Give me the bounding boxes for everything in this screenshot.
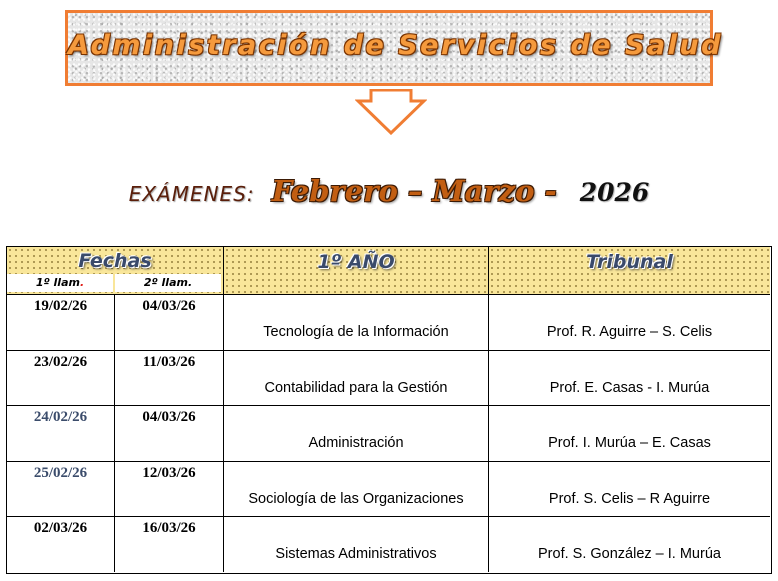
header-fechas (7, 247, 224, 295)
table-row (7, 294, 770, 350)
title-banner (65, 10, 723, 86)
tribunal: Prof. S. Celis – R Aguirre (548, 491, 711, 507)
fecha-primer-llamado: 02/03/26 (33, 520, 88, 536)
fecha-primer-llamado: 19/02/26 (33, 298, 88, 314)
tribunal: Prof. R. Aguirre – S. Celis (546, 324, 713, 340)
fecha-segundo-llamado: 12/03/26 (142, 465, 196, 481)
header-tribunal (489, 247, 770, 295)
table-row (7, 516, 770, 572)
fecha-segundo-llamado: 16/03/26 (142, 520, 196, 536)
exam-months: Febrero – Marzo - (271, 174, 557, 208)
header-primer-llamado: 1º llam. (7, 274, 113, 292)
fecha-primer-llamado: 23/02/26 (33, 354, 88, 370)
materia: Administración (308, 435, 404, 451)
exam-heading (0, 174, 778, 208)
exam-label: EXÁMENES: (128, 182, 255, 206)
fecha-segundo-llamado: 04/03/26 (142, 298, 196, 314)
tribunal: Prof. E. Casas - I. Murúa (549, 380, 710, 396)
header-fechas-label: Fechas (78, 250, 152, 272)
materia: Tecnología de la Información (263, 324, 449, 340)
header-anio (224, 247, 489, 295)
materia: Contabilidad para la Gestión (264, 380, 448, 396)
table-row (7, 461, 770, 517)
fecha-primer-llamado: 25/02/26 (33, 465, 88, 481)
header-segundo-llamado: 2º llam. (115, 274, 221, 292)
header-tribunal-label: Tribunal (586, 251, 673, 273)
materia: Sociología de las Organizaciones (248, 491, 464, 507)
exam-year: 2026 (579, 178, 650, 207)
banner-title: Administración de Servicios de Salud (68, 30, 723, 61)
materia: Sistemas Administrativos (275, 546, 437, 562)
fecha-segundo-llamado: 04/03/26 (142, 409, 196, 425)
header-anio-label: 1º AÑO (317, 251, 395, 273)
down-arrow-icon (355, 89, 427, 135)
tribunal: Prof. S. González – I. Murúa (538, 546, 721, 562)
fecha-primer-llamado: 24/02/26 (33, 409, 88, 425)
exam-table (6, 246, 772, 574)
fecha-segundo-llamado: 11/03/26 (142, 354, 196, 370)
table-row (7, 405, 770, 461)
tribunal: Prof. I. Murúa – E. Casas (548, 435, 711, 451)
table-row (7, 350, 770, 406)
